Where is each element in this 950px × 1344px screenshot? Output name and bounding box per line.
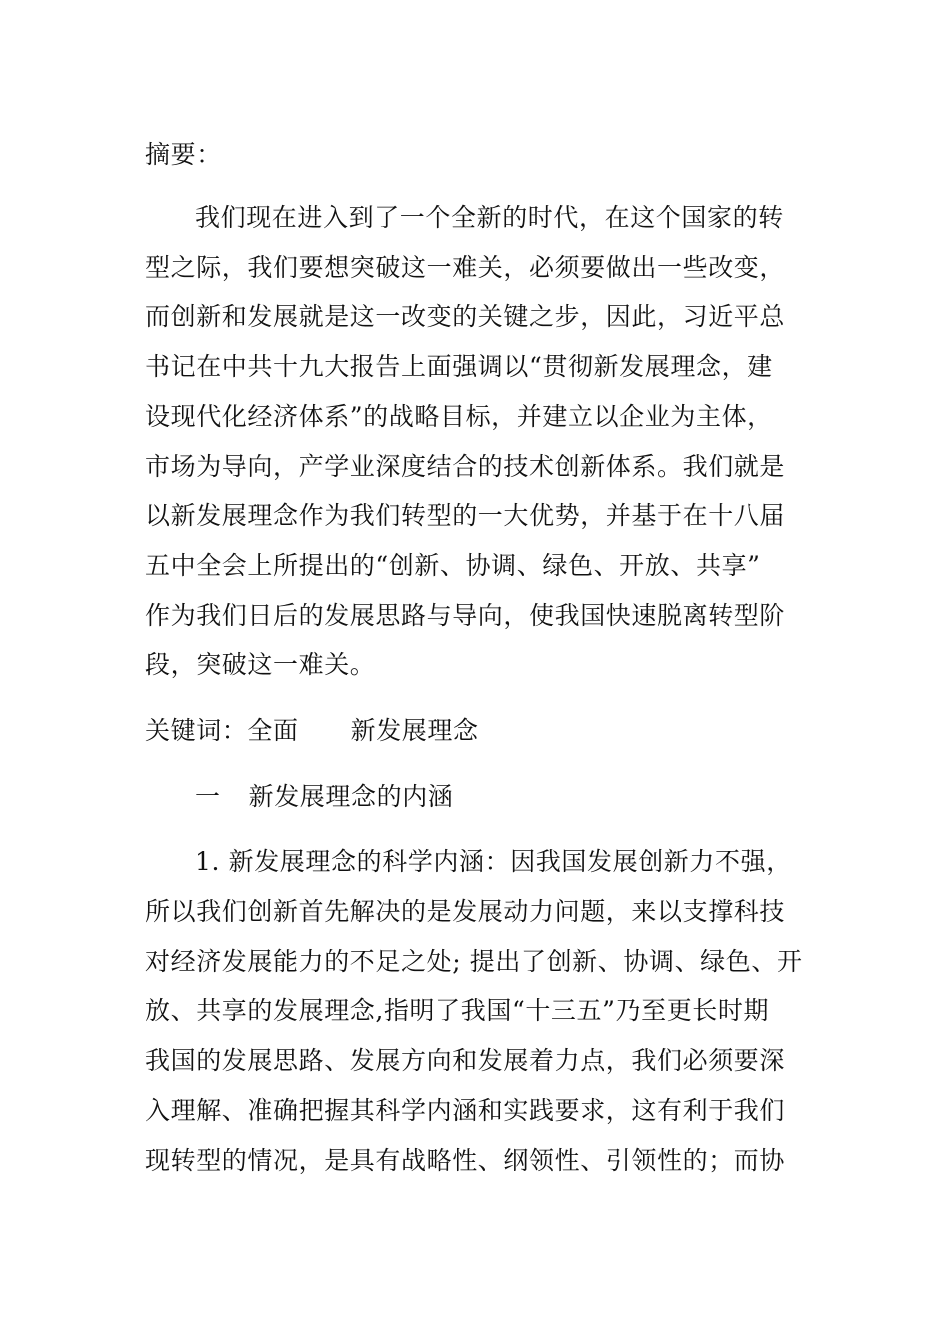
abstract-line: 五中全会上所提出的“创新、协调、绿色、开放、共享” <box>145 551 761 580</box>
abstract-line: 市场为导向，产学业深度结合的技术创新体系。我们就是 <box>145 452 786 481</box>
abstract-line: 段，突破这一难关。 <box>145 650 376 679</box>
keyword: 全面 <box>247 716 299 745</box>
abstract-line: 我们现在进入到了一个全新的时代，在这个国家的转 <box>195 203 784 232</box>
abstract-line: 设现代化经济体系”的战略目标，并建立以企业为主体， <box>145 402 773 431</box>
abstract-line: 书记在中共十九大报告上面强调以“贯彻新发展理念，建 <box>145 352 773 381</box>
body-line: 对经济发展能力的不足之处; 提出了创新、协调、绿色、开 <box>145 947 803 976</box>
abstract-line: 以新发展理念作为我们转型的一大优势，并基于在十八届 <box>145 501 786 530</box>
section-title: 新发展理念的内涵 <box>248 782 454 811</box>
body-line: 所以我们创新首先解决的是发展动力问题，来以支撑科技 <box>145 897 786 926</box>
abstract-line: 而创新和发展就是这一改变的关键之步，因此，习近平总 <box>145 302 786 331</box>
body-line: 现转型的情况，是具有战略性、纲领性、引领性的；而协 <box>145 1146 786 1175</box>
keywords-label: 关键词： <box>145 716 248 745</box>
keywords-row <box>145 716 815 746</box>
abstract-heading: 摘要： <box>145 140 222 169</box>
body-line: 放、共享的发展理念,指明了我国“十三五”乃至更长时期 <box>145 996 770 1025</box>
body-line: 入理解、准确把握其科学内涵和实践要求，这有利于我们 <box>145 1096 786 1125</box>
section-number: 一 <box>195 782 221 811</box>
section-heading <box>195 782 865 812</box>
body-line: 我国的发展思路、发展方向和发展着力点，我们必须要深 <box>145 1046 786 1075</box>
abstract-line: 作为我们日后的发展思路与导向，使我国快速脱离转型阶 <box>145 601 786 630</box>
abstract-line: 型之际，我们要想突破这一难关，必须要做出一些改变， <box>145 253 786 282</box>
body-line: 1. 新发展理念的科学内涵：因我国发展创新力不强， <box>195 847 792 876</box>
keyword: 新发展理念 <box>350 716 479 745</box>
